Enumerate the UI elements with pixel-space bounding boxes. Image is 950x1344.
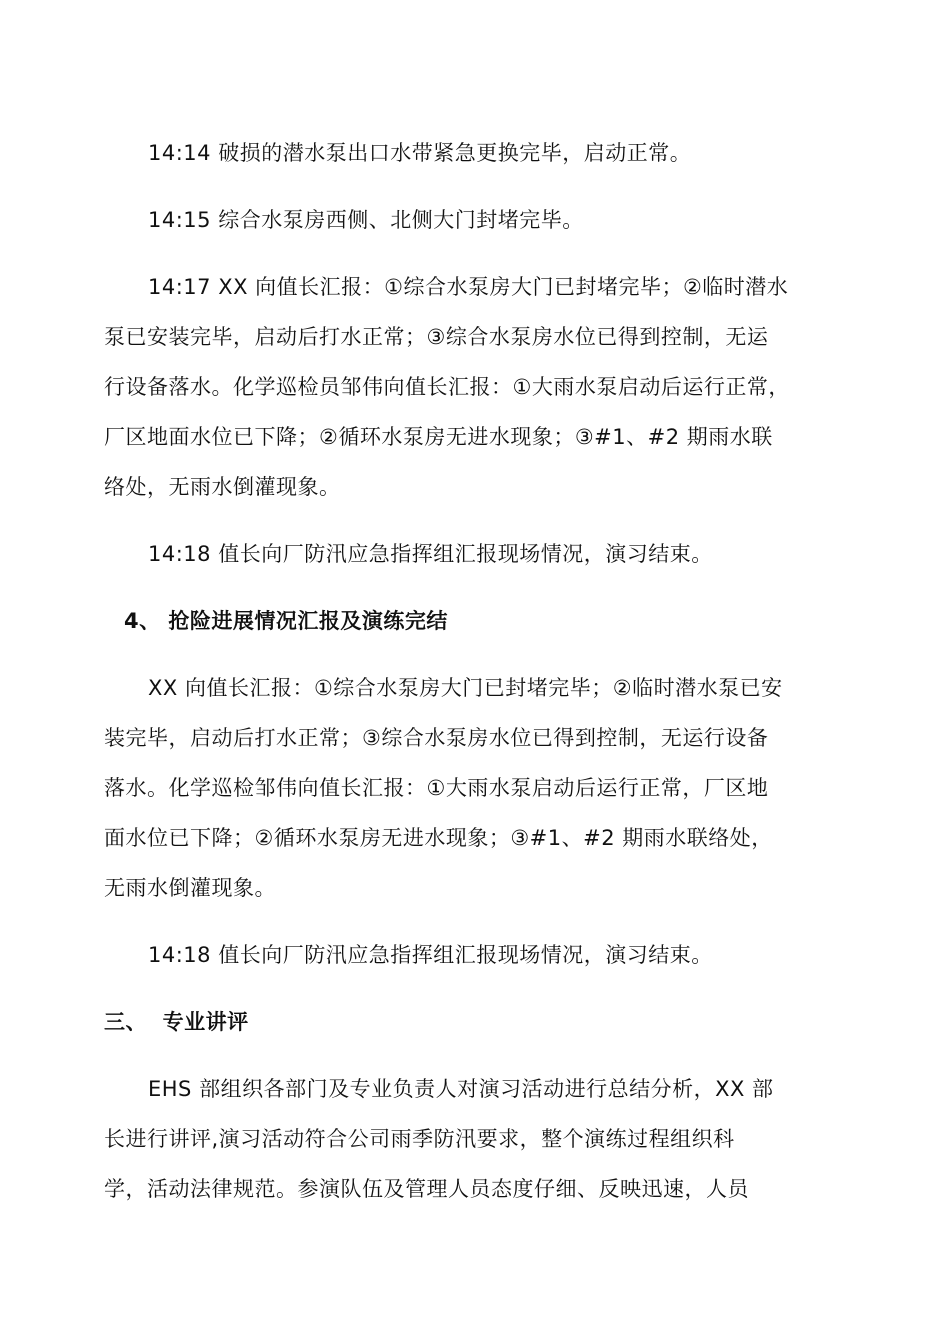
paragraph-line: 络处，无雨水倒灌现象。 (104, 475, 341, 499)
paragraph-line: 长进行讲评,演习活动符合公司雨季防汛要求，整个演练过程组织科 (104, 1127, 735, 1151)
paragraph-1418-b: 14:18 值长向厂防汛应急指挥组汇报现场情况，演习结束。 (148, 943, 713, 967)
paragraph-line: XX 向值长汇报：①综合水泵房大门已封堵完毕；②临时潜水泵已安 (148, 676, 783, 700)
section-heading-3: 三、 专业讲评 (104, 1010, 249, 1034)
paragraph-line: 14:17 XX 向值长汇报：①综合水泵房大门已封堵完毕；②临时潜水 (148, 275, 789, 299)
paragraph-line: 装完毕，启动后打水正常；③综合水泵房水位已得到控制，无运行设备 (104, 726, 769, 750)
paragraph-1415: 14:15 综合水泵房西侧、北侧大门封堵完毕。 (148, 208, 584, 232)
paragraph-1418-a: 14:18 值长向厂防汛应急指挥组汇报现场情况，演习结束。 (148, 542, 713, 566)
paragraph-line: 落水。化学巡检邹伟向值长汇报：①大雨水泵启动后运行正常，厂区地 (104, 776, 769, 800)
paragraph-line: 行设备落水。化学巡检员邹伟向值长汇报：①大雨水泵启动后运行正常， (104, 375, 790, 399)
paragraph-ehs-review (104, 1064, 864, 1214)
section-heading-4: 4、 抢险进展情况汇报及演练完结 (124, 609, 448, 633)
paragraph-1414: 14:14 破损的潜水泵出口水带紧急更换完毕，启动正常。 (148, 141, 692, 165)
paragraph-line: 泵已安装完毕，启动后打水正常；③综合水泵房水位已得到控制，无运 (104, 325, 769, 349)
paragraph-line: EHS 部组织各部门及专业负责人对演习活动进行总结分析，XX 部 (148, 1077, 774, 1101)
paragraph-line: 面水位已下降；②循环水泵房无进水现象；③#1、#2 期雨水联络处， (104, 826, 773, 850)
paragraph-line: 学，活动法律规范。参演队伍及管理人员态度仔细、反映迅速，人员 (104, 1177, 749, 1201)
paragraph-report (104, 663, 864, 913)
paragraph-line: 厂区地面水位已下降；②循环水泵房无进水现象；③#1、#2 期雨水联 (104, 425, 773, 449)
document-page (104, 128, 864, 1214)
paragraph-1417 (104, 262, 864, 512)
paragraph-line: 无雨水倒灌现象。 (104, 876, 276, 900)
